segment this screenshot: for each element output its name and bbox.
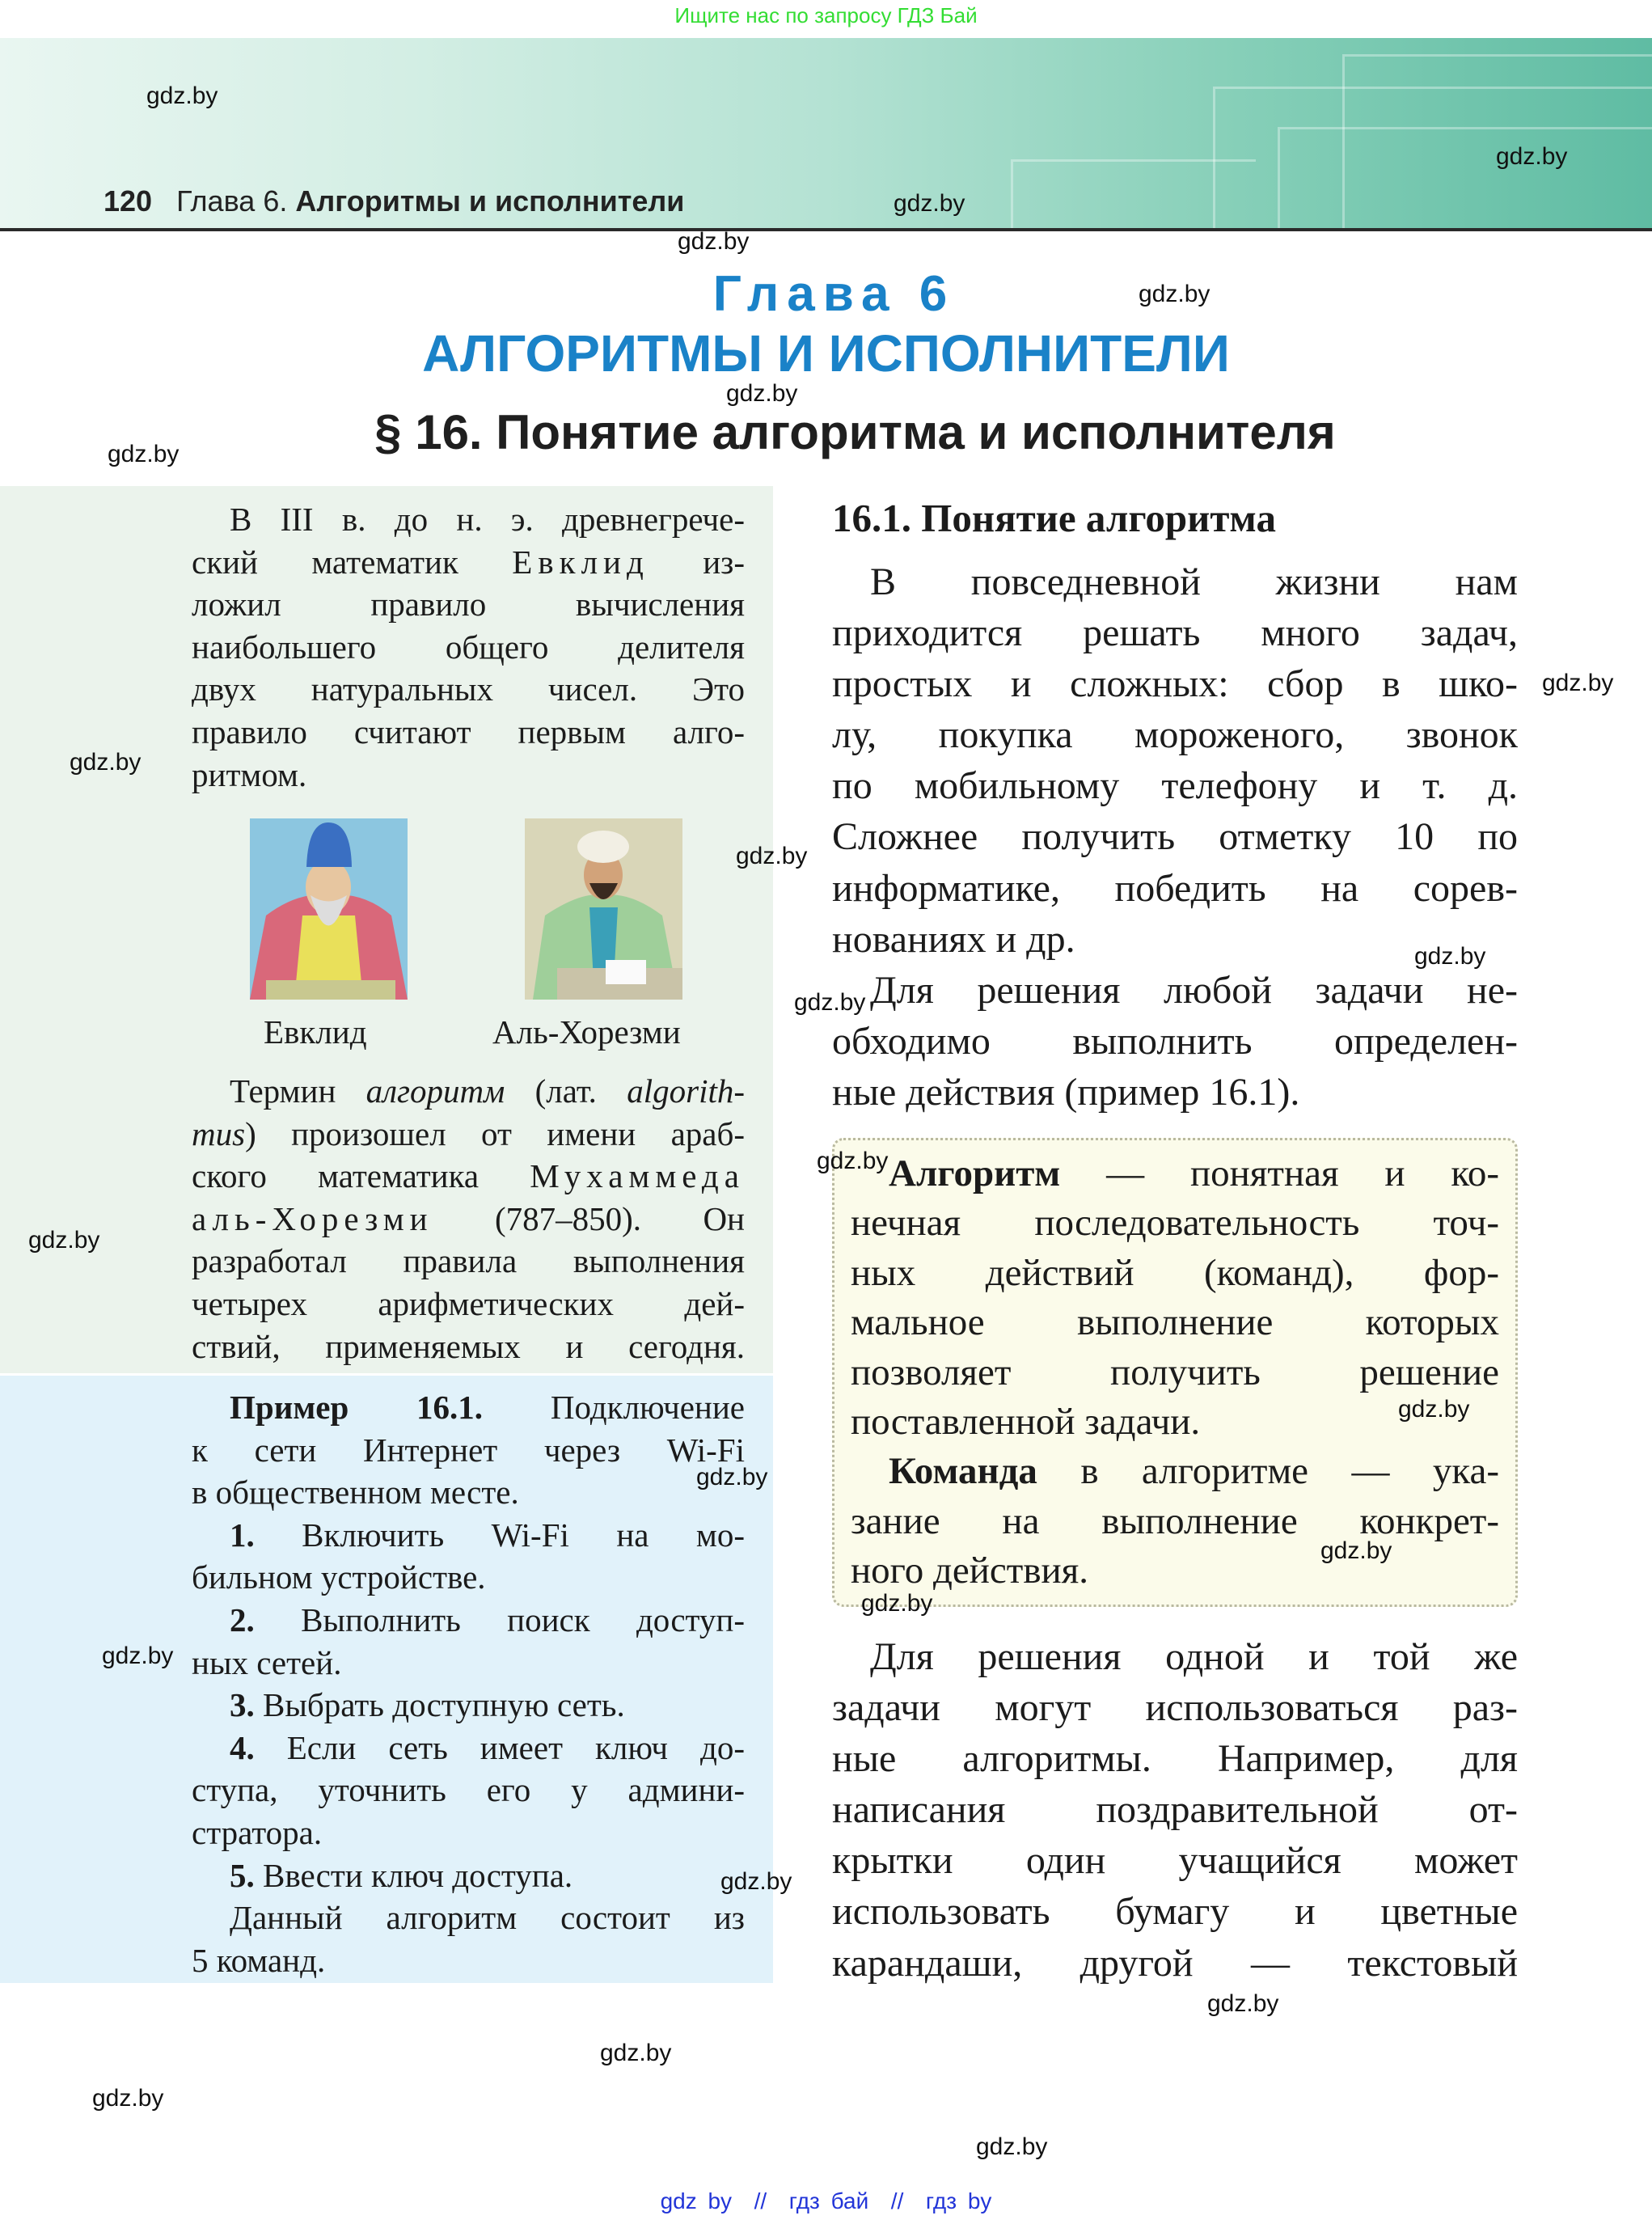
watermark: gdz.by	[1398, 1396, 1470, 1423]
name-spaced: Мухаммеда	[530, 1157, 745, 1195]
text-line	[192, 1113, 745, 1156]
text-line: В III в. до н. э. древнегрече-	[230, 501, 745, 538]
text-line: информатике, победить на сорев-	[832, 866, 1518, 910]
watermark: gdz.by	[600, 2040, 672, 2066]
text-span: Если сеть имеет ключ до-	[254, 1728, 745, 1766]
watermark: gdz.by	[726, 380, 798, 407]
caption-al-khwarizmi: Аль-Хорезми	[492, 1013, 681, 1051]
watermark: gdz.by	[28, 1227, 100, 1254]
text-line: позволяет получить решение	[851, 1351, 1499, 1393]
text-line: зание на выполнение конкрет-	[851, 1499, 1499, 1542]
text-line	[192, 1198, 745, 1241]
term-algorithm: Алгоритм	[889, 1152, 1061, 1194]
text-line	[192, 541, 745, 584]
text-line	[851, 1149, 1499, 1199]
definition-text	[851, 1149, 1499, 1596]
term-latin: algorith-	[627, 1072, 745, 1110]
text-line: простых и сложных: сбор в шко-	[832, 662, 1518, 706]
name-euclid: Евклид	[512, 543, 649, 581]
text-line: четырех арифметических дей-	[192, 1284, 745, 1322]
text-line: ных действий (команд), фор-	[851, 1251, 1499, 1294]
algorithms-paragraph	[832, 1631, 1518, 1989]
text-line: двух натуральных чисел. Это	[192, 670, 745, 708]
text-line: Для решения любой задачи не-	[870, 968, 1518, 1012]
text-line: Данный алгоритм состоит из	[230, 1899, 745, 1937]
watermark: gdz.by	[70, 749, 142, 776]
step-number: 4.	[230, 1728, 255, 1766]
text-line: правило считают первым алго-	[192, 712, 745, 750]
text-line: ного действия.	[851, 1550, 1089, 1592]
text-line: использовать бумагу и цветные	[832, 1890, 1518, 1934]
text-line: 5 команд.	[192, 1941, 326, 1979]
text-line: ные алгоритмы. Например, для	[832, 1737, 1518, 1781]
running-header	[104, 184, 684, 218]
text-line: нованиях и др.	[832, 917, 1075, 961]
text-line: в общественном месте.	[192, 1474, 519, 1512]
text-line: к сети Интернет через Wi-Fi	[192, 1431, 745, 1469]
example-16-1	[192, 1386, 745, 1981]
text-span: Выполнить поиск доступ-	[254, 1600, 745, 1638]
watermark: gdz.by	[102, 1643, 174, 1669]
search-hint: Ищите нас по запросу ГДЗ Бай	[674, 3, 978, 27]
watermark: gdz.by	[108, 441, 180, 467]
text-span: Выбрать доступную сеть.	[254, 1686, 625, 1724]
text-span: ского математика	[192, 1157, 530, 1195]
text-line: ствий, применяемых и сегодня.	[192, 1327, 745, 1365]
text-line: обходимо выполнить определен-	[832, 1019, 1518, 1063]
watermark: gdz.by	[92, 2085, 164, 2112]
text-line: написания поздравительной от-	[832, 1788, 1518, 1832]
page-number: 120	[104, 184, 153, 218]
text-span: из-	[649, 543, 745, 581]
text-span: Включить Wi-Fi на мо-	[254, 1516, 745, 1554]
caption-euclid: Евклид	[264, 1013, 367, 1051]
text-line: Для решения одной и той же	[870, 1635, 1518, 1678]
text-span: (лат.	[505, 1072, 627, 1110]
watermark: gdz.by	[1207, 1990, 1279, 2017]
text-line: крытки один учащийся может	[832, 1839, 1518, 1883]
chapter-title: АЛГОРИТМЫ И ИСПОЛНИТЕЛИ	[422, 324, 1230, 383]
chapter-label: Глава 6	[712, 266, 956, 322]
watermark: gdz.by	[976, 2133, 1048, 2160]
text-span: Ввести ключ доступа.	[254, 1856, 573, 1894]
text-line: поставленной задачи.	[851, 1400, 1201, 1443]
text-line: задачи могут использоваться раз-	[832, 1686, 1518, 1730]
text-line: В повседневной жизни нам	[870, 560, 1518, 603]
text-span: в алгоритме — ука-	[1037, 1450, 1499, 1493]
step-4	[192, 1727, 745, 1769]
watermark: gdz.by	[1496, 143, 1568, 170]
text-line: ных сетей.	[192, 1643, 342, 1681]
term-origin-paragraph	[192, 1070, 745, 1368]
step-number: 2.	[230, 1600, 255, 1638]
text-line: приходится решать много задач,	[832, 611, 1518, 655]
watermark: gdz.by	[861, 1590, 933, 1617]
text-span: ский математик	[192, 543, 513, 581]
text-span: (787–850). Он	[433, 1199, 745, 1237]
history-paragraph	[192, 498, 745, 796]
text-line: по мобильному телефону и т. д.	[832, 764, 1518, 808]
name-spaced: аль-Хорезми	[192, 1199, 433, 1237]
step-number: 3.	[230, 1686, 255, 1724]
term-command: Команда	[889, 1450, 1037, 1493]
section-title: § 16. Понятие алгоритма и исполнителя	[374, 405, 1336, 459]
watermark: gdz.by	[1139, 281, 1210, 307]
text-line: нечная последовательность точ-	[851, 1202, 1499, 1245]
text-line	[192, 1070, 745, 1113]
watermark: gdz.by	[894, 190, 965, 217]
step-number: 1.	[230, 1516, 255, 1554]
watermark: gdz.by	[1414, 943, 1486, 970]
al-khwarizmi-portrait	[525, 818, 682, 1000]
watermark: gdz.by	[736, 843, 808, 869]
watermark: gdz.by	[794, 989, 866, 1016]
term-latin: mus	[192, 1114, 246, 1152]
text-line	[851, 1447, 1499, 1496]
watermark: gdz.by	[1542, 670, 1614, 696]
subsection-heading: 16.1. Понятие алгоритма	[832, 496, 1276, 540]
step-1	[192, 1514, 745, 1557]
watermark: gdz.by	[146, 82, 218, 109]
text-span: Подключение	[483, 1389, 745, 1426]
text-line: ложил правило вычисления	[192, 586, 745, 624]
intro-paragraph	[832, 556, 1518, 1118]
text-line: наибольшего общего делителя	[192, 628, 745, 666]
text-line: бильном устройстве.	[192, 1558, 486, 1596]
text-line	[192, 1155, 745, 1198]
text-span: ) произошел от имени араб-	[245, 1114, 745, 1152]
text-line	[192, 1386, 745, 1429]
text-line: лу, покупка мороженого, звонок	[832, 713, 1518, 757]
euclid-portrait	[250, 818, 408, 1000]
text-line: ритмом.	[192, 755, 307, 793]
footer-links[interactable]: gdz by // гдз бай // гдз by	[660, 2188, 992, 2213]
watermark: gdz.by	[817, 1148, 889, 1174]
text-span: — понятная и ко-	[1060, 1152, 1499, 1194]
text-span: Термин	[230, 1072, 366, 1110]
term-italic: алгоритм	[365, 1072, 505, 1110]
text-line: разработал правила выполнения	[192, 1242, 745, 1280]
text-line: стратора.	[192, 1813, 323, 1851]
watermark: gdz.by	[696, 1464, 768, 1490]
text-line: Сложнее получить отметку 10 по	[832, 815, 1518, 859]
text-line: ступа, уточнить его у админи-	[192, 1771, 745, 1809]
text-line: мальное выполнение которых	[851, 1301, 1499, 1344]
text-line: ные действия (пример 16.1).	[832, 1070, 1300, 1114]
step-2	[192, 1599, 745, 1642]
example-title: Пример 16.1.	[230, 1389, 484, 1426]
watermark: gdz.by	[1320, 1537, 1392, 1564]
watermark: gdz.by	[678, 228, 750, 255]
running-chapter-label: Глава 6.	[176, 184, 288, 218]
text-line: карандаши, другой — текстовый	[832, 1941, 1518, 1985]
step-5	[192, 1854, 745, 1897]
watermark: gdz.by	[720, 1868, 792, 1895]
running-chapter-title: Алгоритмы и исполнители	[295, 184, 685, 218]
step-number: 5.	[230, 1856, 255, 1894]
step-3	[192, 1684, 745, 1727]
